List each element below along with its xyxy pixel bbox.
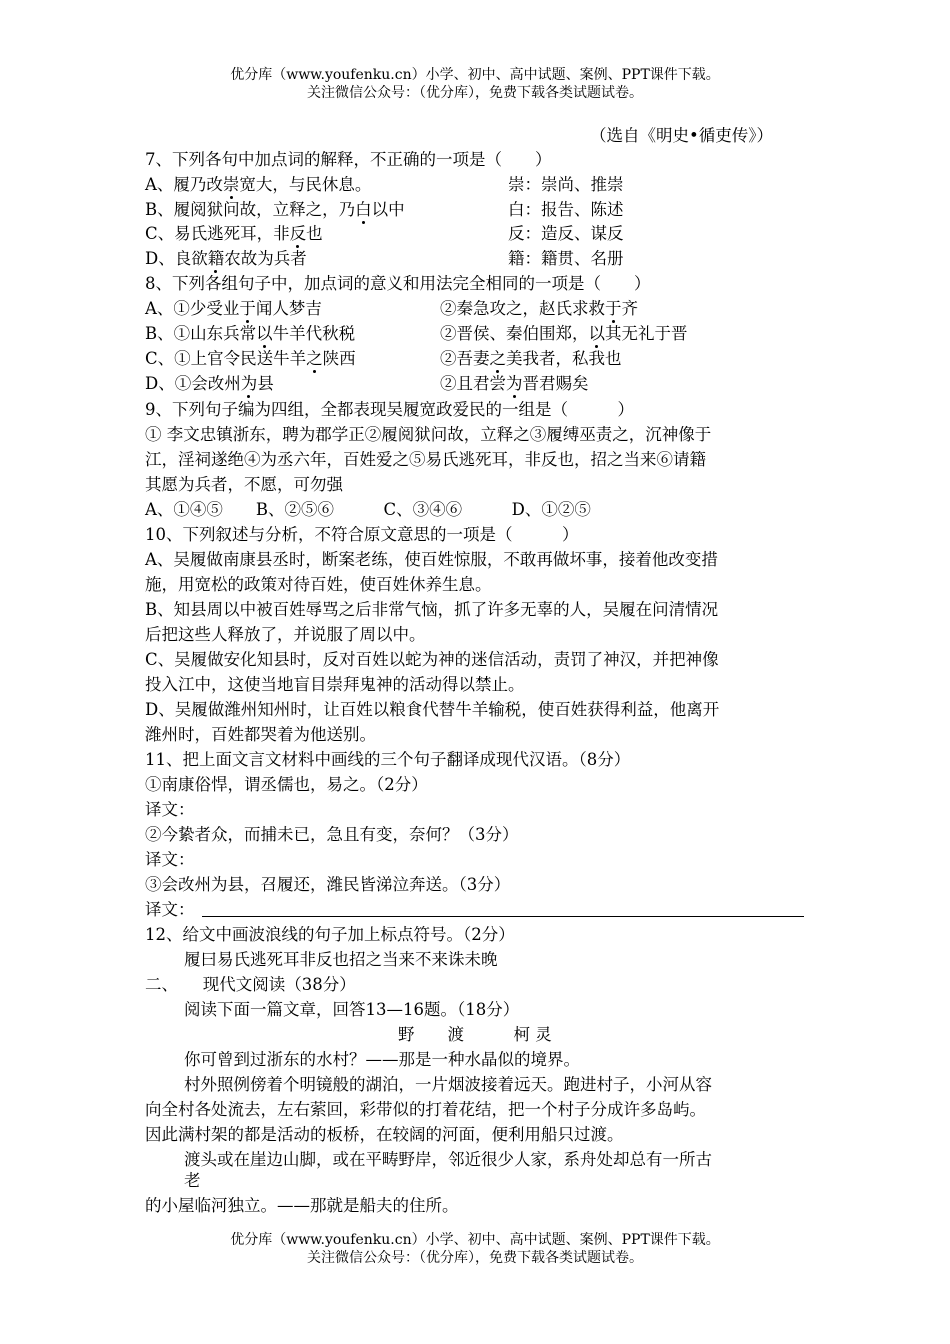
source-citation: （选自《明史•循吏传》） bbox=[590, 126, 773, 145]
answer-line[interactable] bbox=[202, 916, 804, 917]
q10-line: C、吴履做安化知县时，反对百姓以蛇为神的迷信活动，责罚了神汉，并把神像 bbox=[145, 650, 719, 669]
article-paragraph: 向全村各处流去，左右萦回，彩带似的打着花结，把一个村子分成许多岛屿。 bbox=[145, 1100, 706, 1119]
article-paragraph: 的小屋临河独立。——那就是船夫的住所。 bbox=[145, 1196, 459, 1215]
q7-option-b: B、履阅狱问故，立释之，乃白以中 bbox=[145, 200, 405, 219]
q7-gloss-d: 籍：籍贯、名册 bbox=[508, 249, 624, 268]
dotted-word: 白 bbox=[355, 200, 372, 219]
dotted-word: 反 bbox=[289, 224, 307, 243]
q10-line: B、知县周以中被百姓辱骂之后非常气恼，抓了许多无辜的人，吴履在问清情况 bbox=[145, 600, 719, 619]
q7-gloss-a: 崇：崇尚、推崇 bbox=[508, 175, 624, 194]
q10-line: 投入江中，这使当地盲目崇拜鬼神的活动得以禁止。 bbox=[145, 675, 525, 694]
dotted-word: 籍 bbox=[207, 249, 225, 268]
q8-option-b-2: ②晋侯、秦伯围郑，以其无礼于晋 bbox=[440, 324, 688, 343]
article-paragraph: 村外照例傍着个明镜般的湖泊，一片烟波接着远天。跑进村子，小河从容 bbox=[184, 1075, 712, 1094]
footer-line-2: 关注微信公众号：（优分库），免费下载各类试题试卷。 bbox=[307, 1250, 643, 1266]
q9-line-2: 江，淫祠遂绝④为丞六年，百姓爱之⑤易氏逃死耳，非反也，招之当来⑥请籍 bbox=[145, 450, 706, 469]
q9-choices: A、①④⑤ B、②⑤⑥ C、③④⑥ D、①②⑤ bbox=[145, 500, 591, 519]
q12-text: 履曰易氏逃死耳非反也招之当来不来诛未晚 bbox=[184, 950, 498, 969]
q11-item-3: ③会改州为县，召履还，潍民皆涕泣奔送。（3分） bbox=[145, 875, 511, 894]
footer-line-1: 优分库（www.youfenku.cn）小学、初中、高中试题、案例、PPT课件下载。 bbox=[230, 1232, 720, 1248]
q8-option-d-2: ②且君尝为晋君赐矣 bbox=[440, 374, 589, 393]
q11-stem: 11、把上面文言文材料中画线的三个句子翻译成现代汉语。（8分） bbox=[145, 750, 631, 769]
q8-stem: 8、下列各组句子中，加点词的意义和用法完全相同的一项是（ ） bbox=[145, 274, 651, 293]
q10-line: 后把这些人释放了，并说服了周以中。 bbox=[145, 625, 426, 644]
q8-option-c-2: ②吾妻之美我者，私我也 bbox=[440, 349, 622, 368]
dotted-word: 崇 bbox=[222, 175, 240, 194]
q7-gloss-b: 白：报告、陈述 bbox=[508, 200, 624, 219]
q7-stem: 7、下列各句中加点词的解释，不正确的一项是（ ） bbox=[145, 150, 552, 169]
q7-option-c: C、易氏逃死耳，非反也 bbox=[145, 224, 323, 243]
q10-line: A、吴履做南康县丞时，断案老练，使百姓惊服，不敢再做坏事，接着他改变措 bbox=[145, 550, 718, 569]
q7-option-d: D、良欲籍农故为兵者 bbox=[145, 249, 307, 268]
section-instruction: 阅读下面一篇文章，回答13—16题。（18分） bbox=[184, 1000, 520, 1019]
q8-option-a-2: ②秦急攻之，赵氏求救于齐 bbox=[440, 299, 638, 318]
article-paragraph: 渡头或在崖边山脚，或在平畴野岸，邻近很少人家，系舟处却总有一所古 bbox=[184, 1150, 712, 1169]
q9-line-1: ① 李文忠镇浙东，聘为郡学正②履阅狱问故，立释之③履缚巫责之，沉神像于 bbox=[145, 425, 712, 444]
article-title: 野 渡 柯 灵 bbox=[398, 1025, 552, 1044]
q8-option-b-1: B、①山东兵常以牛羊代秋税 bbox=[145, 324, 356, 343]
translate-label: 译文： bbox=[145, 900, 195, 919]
q11-item-1: ①南康俗悍，谓丞儒也，易之。（2分） bbox=[145, 775, 428, 794]
article-paragraph: 老 bbox=[184, 1171, 201, 1190]
q8-option-c-1: C、①上官令民送牛羊之陕西 bbox=[145, 349, 356, 368]
article-paragraph: 你可曾到过浙东的水村？——那是一种水晶似的境界。 bbox=[184, 1050, 580, 1069]
q9-stem: 9、下列句子编为四组，全都表现吴履宽政爱民的一组是（ ） bbox=[145, 400, 634, 419]
q8-option-d-1: D、①会改州为县 bbox=[145, 374, 274, 393]
q10-line: D、吴履做潍州知州时，让百姓以粮食代替牛羊输税，使百姓获得利益，他离开 bbox=[145, 700, 720, 719]
translate-label: 译文： bbox=[145, 850, 195, 869]
q9-line-3: 其愿为兵者，不愿，可勿强 bbox=[145, 475, 343, 494]
q10-stem: 10、下列叙述与分析，不符合原文意思的一项是（ ） bbox=[145, 525, 579, 544]
header-line-1: 优分库（www.youfenku.cn）小学、初中、高中试题、案例、PPT课件下载。 bbox=[230, 67, 720, 83]
q11-item-2: ②今絷者众，而捕未已，急且有变，奈何？（3分） bbox=[145, 825, 519, 844]
article-paragraph: 因此满村架的都是活动的板桥，在较阔的河面，便利用船只过渡。 bbox=[145, 1125, 624, 1144]
translate-label: 译文： bbox=[145, 800, 195, 819]
header-line-2: 关注微信公众号：（优分库），免费下载各类试题试卷。 bbox=[307, 85, 643, 101]
q10-line: 潍州时，百姓都哭着为他送别。 bbox=[145, 725, 376, 744]
q10-line: 施，用宽松的政策对待百姓，使百姓休养生息。 bbox=[145, 575, 492, 594]
q7-gloss-c: 反：造反、谋反 bbox=[508, 224, 624, 243]
section-title: 二、 现代文阅读（38分） bbox=[145, 975, 356, 994]
q7-option-a: A、履乃改崇宽大，与民休息。 bbox=[145, 175, 372, 194]
q12-stem: 12、给文中画波浪线的句子加上标点符号。（2分） bbox=[145, 925, 515, 944]
q8-option-a-1: A、①少受业于闻人梦吉 bbox=[145, 299, 322, 318]
